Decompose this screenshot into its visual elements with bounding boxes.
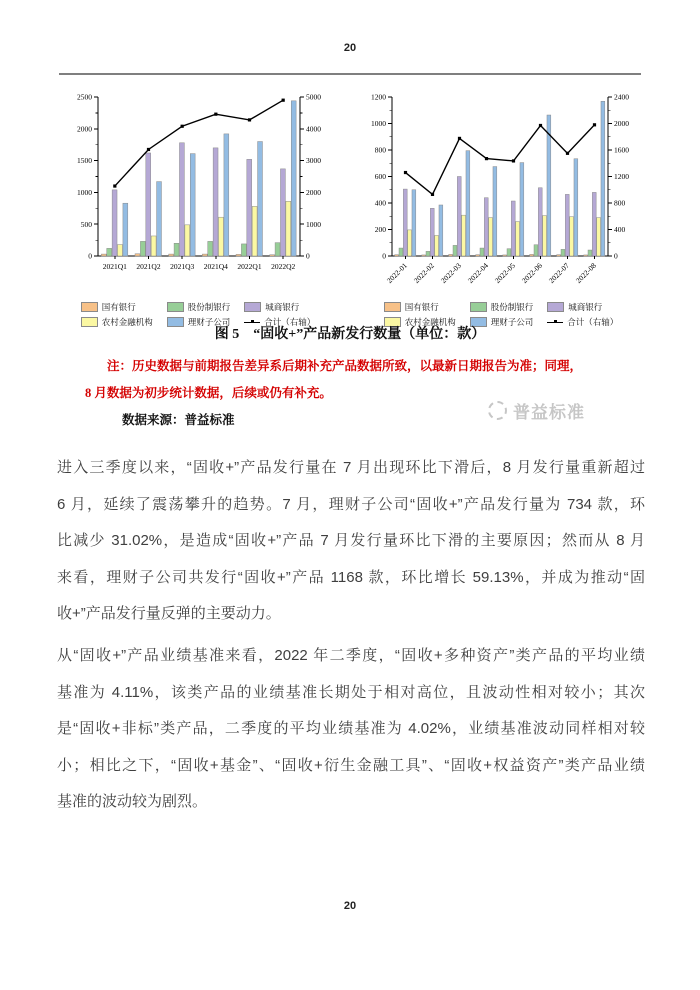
svg-text:400: 400 [614, 225, 626, 235]
svg-text:2022-03: 2022-03 [438, 261, 463, 286]
svg-text:2021Q4: 2021Q4 [203, 262, 228, 271]
fixed-income-issuance-chart-quarterly [60, 88, 336, 301]
page-number-top: 20 [343, 42, 357, 54]
chart-block-monthly [350, 88, 652, 328]
watermark [488, 398, 585, 423]
legend-label: 国有银行 [404, 302, 439, 312]
svg-text:1000: 1000 [306, 219, 321, 229]
legend-item [244, 301, 315, 313]
text-line: 小；相比之下，“固收+基金”、“固收+衍生金融工具”、“固收+权益资产”类产品业绩 [57, 756, 645, 774]
svg-text:2400: 2400 [614, 92, 629, 102]
legend-label: 理财子公司 [187, 317, 231, 327]
series-swatch-icon [384, 302, 401, 312]
text-line: 进入三季度以来，“固收+”产品发行量在 7 月出现环比下滑后，8 月发行量重新超过 [57, 459, 645, 476]
svg-text:2022-04: 2022-04 [465, 261, 490, 286]
svg-text:2021Q2: 2021Q2 [136, 262, 161, 271]
svg-text:2021Q1: 2021Q1 [102, 262, 127, 271]
svg-text:200: 200 [374, 225, 386, 235]
legend-label: 城商银行 [265, 302, 300, 312]
svg-text:2022-06: 2022-06 [519, 261, 544, 286]
fixed-income-issuance-chart-monthly [350, 88, 652, 301]
series-swatch-icon [81, 302, 98, 312]
svg-text:4000: 4000 [306, 124, 321, 134]
svg-text:2021Q3: 2021Q3 [170, 262, 195, 271]
svg-text:2022-05: 2022-05 [492, 261, 517, 286]
text-line: 注：历史数据与前期报告差异系后期补充产品数据所致，以最新日期报告为准；同理， [107, 359, 583, 373]
legend-label: 农村金融机构 [404, 317, 456, 327]
chart-block-quarterly [60, 88, 336, 328]
svg-text:2022Q2: 2022Q2 [271, 262, 296, 271]
legend-label: 农村金融机构 [101, 317, 153, 327]
svg-text:5000: 5000 [306, 92, 321, 102]
svg-text:600: 600 [374, 172, 386, 182]
svg-text:1500: 1500 [77, 156, 92, 166]
svg-text:1000: 1000 [371, 119, 386, 129]
svg-text:1600: 1600 [614, 145, 629, 155]
figure-caption: 图 5 “固收+”产品新发行数量（单位：款） [214, 327, 486, 342]
chart-svg [60, 88, 336, 296]
svg-text:1000: 1000 [77, 188, 92, 197]
svg-text:2000: 2000 [306, 188, 321, 197]
legend-item [81, 301, 153, 313]
text-line: 来看，理财子公司共发行“固收+”产品 1168 款，环比增长 59.13%，并成为推动“固 [57, 568, 645, 586]
text-line: 基准为 4.11%，该类产品的业绩基准长期处于相对高位，且波动性相对较小；其次 [57, 683, 645, 701]
svg-text:400: 400 [374, 198, 386, 208]
text-line: 比减少 31.02%，是造成“固收+”产品 7 月发行量环比下滑的主要原因；然而从 8 月 [57, 532, 645, 549]
svg-text:800: 800 [614, 198, 626, 208]
chart-svg [350, 88, 652, 296]
svg-text:2000: 2000 [77, 124, 92, 134]
legend-item [470, 301, 534, 313]
svg-text:2500: 2500 [77, 92, 92, 102]
legend-item [384, 301, 456, 313]
text-line: 基准的波动较为剧烈。 [57, 793, 208, 810]
series-swatch-icon [244, 302, 261, 312]
text-line: 8 月数据为初步统计数据，后续或仍有补充。 [85, 386, 332, 400]
svg-text:0: 0 [382, 251, 386, 261]
text-line: 6 月，延续了震荡攀升的趋势。7 月，理财子公司“固收+”产品发行量为 734 款，环 [57, 495, 645, 513]
svg-text:1200: 1200 [371, 92, 386, 102]
series-swatch-icon [167, 302, 184, 312]
legend-item [547, 301, 618, 313]
legend-label: 股份制银行 [187, 302, 231, 312]
body-paragraph-1 [57, 450, 645, 633]
data-source-label: 数据来源：普益标准 [122, 413, 235, 427]
watermark-text: 普益标准 [513, 403, 585, 422]
legend-label: 城商银行 [568, 302, 603, 312]
legend-label: 合计（右轴） [567, 317, 619, 327]
svg-text:500: 500 [80, 219, 92, 229]
legend-label: 合计（右轴） [264, 317, 316, 327]
puyi-logo-icon [488, 401, 507, 420]
header-rule [59, 73, 641, 75]
text-line: 收+”产品发行量反弹的主要动力。 [57, 605, 281, 622]
svg-text:2022-07: 2022-07 [546, 261, 571, 286]
figure-charts-row [60, 88, 652, 328]
svg-text:2022-02: 2022-02 [411, 261, 436, 286]
legend-label: 国有银行 [101, 302, 136, 312]
text-line: 是“固收+非标”类产品，二季度的平均业绩基准为 4.02%，业绩基准波动同样相对较 [57, 720, 645, 737]
legend-label: 股份制银行 [490, 302, 534, 312]
svg-text:2022-08: 2022-08 [573, 261, 598, 286]
svg-text:800: 800 [374, 145, 386, 155]
svg-text:0: 0 [614, 251, 618, 261]
svg-text:0: 0 [306, 251, 310, 261]
svg-text:1200: 1200 [614, 172, 629, 182]
page-number-bottom: 20 [343, 900, 357, 912]
series-swatch-icon [547, 302, 564, 312]
svg-text:3000: 3000 [306, 156, 321, 166]
svg-text:0: 0 [88, 251, 92, 261]
series-swatch-icon [470, 302, 487, 312]
text-line: 从“固收+”产品业绩基准来看，2022 年二季度，“固收+多种资产”类产品的平均业绩 [57, 647, 645, 664]
legend-item [167, 301, 231, 313]
svg-text:2022Q1: 2022Q1 [237, 262, 262, 271]
body-paragraph-2 [57, 638, 645, 821]
svg-text:2000: 2000 [614, 119, 629, 129]
legend-label: 理财子公司 [490, 317, 534, 327]
svg-text:2022-01: 2022-01 [384, 261, 409, 286]
